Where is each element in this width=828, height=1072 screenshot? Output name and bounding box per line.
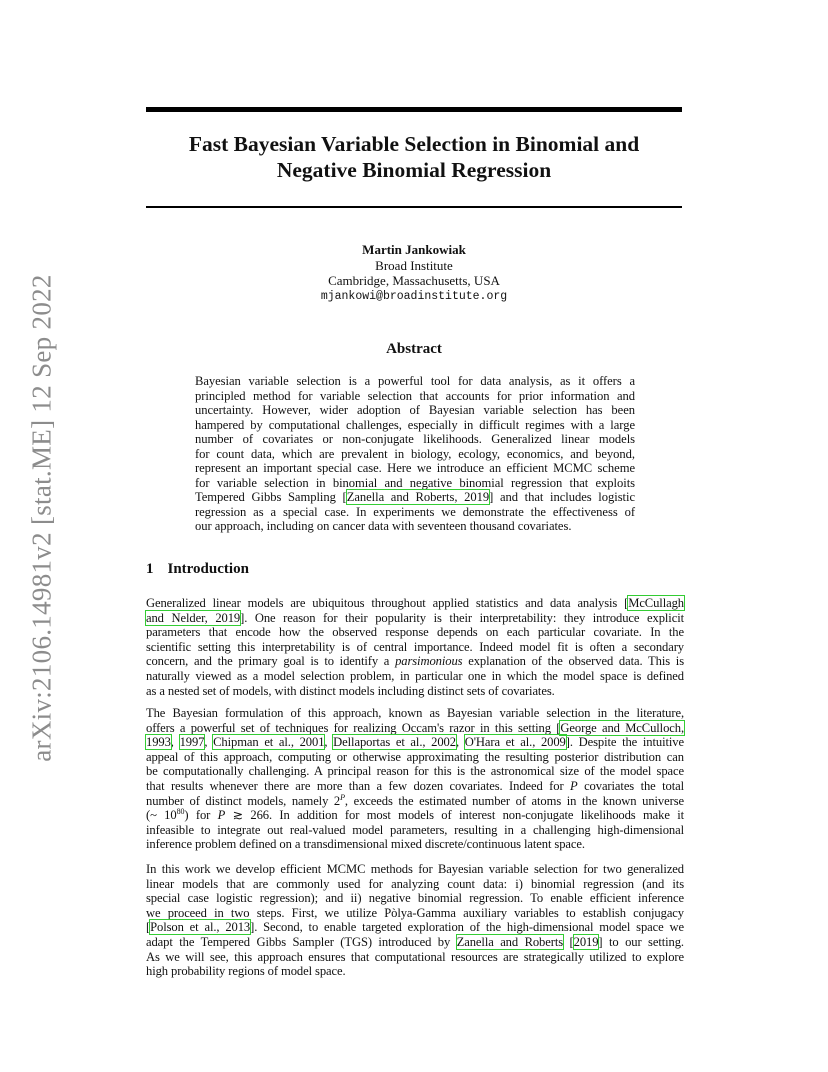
text-line: infeasible to integrate out real-valued model parameters, resulting in a challenging high-dimensional: [146, 822, 684, 837]
author-block: [146, 242, 682, 304]
text-line: inference problem defined on a transdimensional mixed discrete/continuous latent space.: [146, 837, 585, 852]
section-heading: [146, 561, 249, 578]
text-line: be computationally challenging. A principal reason for this is the astronomical size of the model space: [146, 764, 684, 779]
text-line: offers a powerful set of techniques for realizing Occam's razor in this setting [George and McCulloch,: [146, 720, 685, 735]
title-line: Negative Binomial Regression: [276, 158, 552, 182]
abstract-line: for count data, which are prevalent in biology, ecology, economics, and beyond,: [195, 446, 635, 461]
text-line: scientific setting this interpretability is of central importance. Indeed model fit is often a secondary: [146, 639, 684, 654]
intro-paragraph-2: [146, 706, 684, 852]
abstract-line: Bayesian variable selection is a powerful tool for data analysis, as it offers a: [195, 374, 635, 388]
intro-paragraph-3: [146, 862, 684, 979]
abstract-heading: Abstract: [386, 341, 442, 357]
text-line: As we will see, this approach ensures that computational resources are strategically utilized to explore: [146, 949, 684, 964]
text-line: (~ $10^{80}$) for P ≳ 266. In addition for most models of interest non-conjugate likelihoods make it: [146, 807, 685, 823]
abstract-line: principled method for variable selection that accounts for prior information and: [195, 388, 635, 403]
author-email: mjankowi@broadinstitute.org: [320, 289, 508, 303]
text-line: and Nelder, 2019]. One reason for their popularity is their interpretability: they introduce explicit: [146, 610, 684, 625]
text-line: as a nested set of models, with distinct models including distinct sets of covariates.: [146, 683, 555, 698]
text-line: parameters that encode how the observed response depends on each particular covariate. In the: [146, 625, 684, 640]
intro-paragraph-1: [146, 596, 684, 698]
author-affiliation: Broad Institute: [375, 257, 453, 273]
abstract-line: hampered by computational challenges, especially in difficult regimes with a large: [195, 417, 635, 432]
abstract-line: represent an important special case. Here we introduce an efficient MCMC scheme: [195, 461, 635, 475]
abstract-line: for variable selection in binomial and negative binomial regression that exploits: [195, 475, 635, 490]
text-line: special case logistic regression); and ii) negative binomial regression. To enable efficient inference: [146, 891, 684, 906]
arxiv-side-stamp: [22, 0, 62, 1072]
text-line: adapt the Tempered Gibbs Sampler (TGS) introduced by Zanella and Roberts [2019] to our setting.: [146, 934, 684, 949]
text-line: [Polson et al., 2013]. Second, to enable targeted exploration of the high-dimensional model space we: [146, 920, 684, 935]
abstract-line: our approach, including on cancer data with seventeen thousand covariates.: [195, 519, 572, 533]
text-line: we proceed in two steps. First, we utilize Pòlya-Gamma auxiliary variables to establish conjugacy: [146, 905, 684, 920]
author-name: Martin Jankowiak: [362, 242, 466, 257]
abstract-line: uncertainty. However, wider adoption of Bayesian variable selection has been: [195, 403, 635, 417]
text-line: concern, and the primary goal is to identify a parsimonious explanation of the observed data. This is: [146, 654, 684, 669]
abstract-line: regression as a special case. In experiments we demonstrate the effectiveness of: [195, 504, 635, 519]
text-line: that results whenever there are more than a few dozen covariates. Indeed for P covariates the total: [146, 778, 684, 793]
text-line: linear models that are commonly used for analyzing count data: i) binomial regression (and its: [146, 876, 684, 891]
text-line: number of distinct models, namely $2^P$, exceeds the estimated number of atoms in the known universe: [146, 792, 684, 808]
author-location: Cambridge, Massachusetts, USA: [328, 273, 500, 288]
abstract-line: number of covariates or non-conjugate likelihoods. Generalized linear models: [195, 432, 635, 446]
text-line: high probability regions of model space.: [146, 964, 346, 979]
title-line: Fast Bayesian Variable Selection in Binomial and: [188, 132, 640, 156]
text-line: 1993, 1997, Chipman et al., 2001, Dellaportas et al., 2002, O'Hara et al., 2009]. Despite the intuitive: [146, 735, 684, 750]
text-line: naturally viewed as a model selection problem, in particular one in which the model space is defined: [146, 668, 684, 683]
text-line: The Bayesian formulation of this approach, known as Bayesian variable selection in the literature,: [146, 706, 684, 720]
paper-title: [146, 131, 682, 183]
arxiv-identifier: arXiv:2106.14981v2 [stat.ME] 12 Sep 2022: [26, 274, 57, 762]
text-line: appeal of this approach, computing or otherwise approximating the resulting posterior distribution can: [146, 749, 684, 764]
section-number: 1: [146, 561, 154, 577]
section-title: Introduction: [167, 561, 249, 577]
abstract-body: [195, 374, 635, 534]
title-top-rule: [146, 107, 682, 112]
text-line: In this work we develop efficient MCMC methods for Bayesian variable selection for two generalized: [146, 862, 684, 876]
text-line: Generalized linear models are ubiquitous throughout applied statistics and data analysis [McCullagh: [146, 596, 684, 610]
abstract-line: Tempered Gibbs Sampling [Zanella and Roberts, 2019] and that includes logistic: [195, 490, 635, 504]
title-bottom-rule: [146, 206, 682, 208]
